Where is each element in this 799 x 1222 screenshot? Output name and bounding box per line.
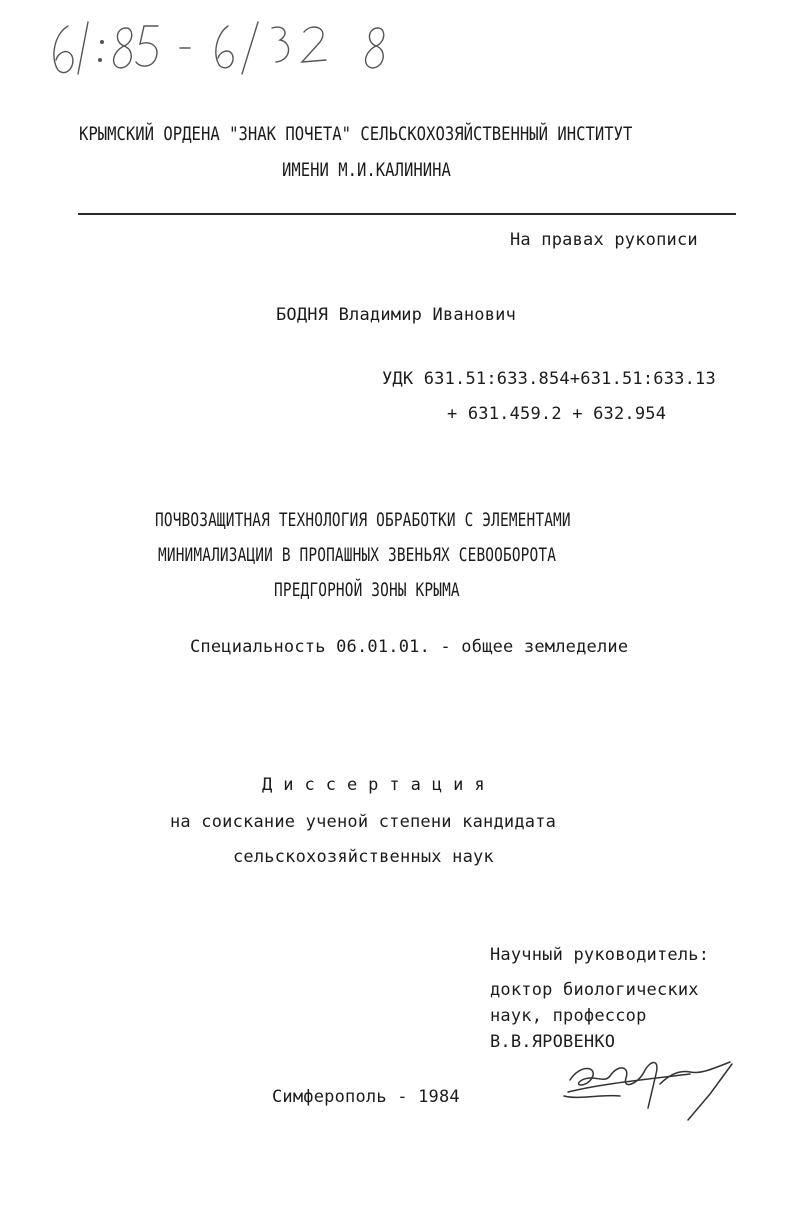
degree-line2: сельскохозяйственных наук [233, 847, 494, 867]
udc-line1: УДК 631.51:633.854+631.51:633.13 [382, 369, 716, 389]
dissertation-title-line2: МИНИМАЛИЗАЦИИ В ПРОПАШНЫХ ЗВЕНЬЯХ СЕВООБОРОТА [158, 544, 557, 566]
supervisor-label: Научный руководитель: [490, 945, 710, 965]
degree-heading: Диссертация [262, 775, 496, 795]
specialty: Специальность 06.01.01. - общее земледелие [190, 637, 629, 657]
rights-note: На правах рукописи [510, 230, 698, 250]
supervisor-name: В.В.ЯРОВЕНКО [490, 1032, 616, 1052]
supervisor-signature [560, 1050, 745, 1125]
dissertation-title-line3: ПРЕДГОРНОЙ ЗОНЫ КРЫМА [274, 579, 460, 601]
supervisor-title-line2: наук, профессор [490, 1006, 647, 1026]
degree-line1: на соискание ученой степени кандидата [170, 812, 557, 832]
header-divider [78, 213, 736, 215]
author-name: БОДНЯ Владимир Иванович [276, 305, 517, 325]
institute-name-line2: ИМЕНИ М.И.КАЛИНИНА [282, 159, 451, 181]
udc-line2: + 631.459.2 + 632.954 [447, 404, 667, 424]
archive-mark-handwriting [40, 8, 440, 88]
place-and-year: Симферополь - 1984 [272, 1087, 460, 1107]
institute-name-line1: КРЫМСКИЙ ОРДЕНА "ЗНАК ПОЧЕТА" СЕЛЬСКОХОЗЯЙСТВЕННЫЙ ИНСТИТУТ [79, 123, 633, 145]
dissertation-title-line1: ПОЧВОЗАЩИТНАЯ ТЕХНОЛОГИЯ ОБРАБОТКИ С ЭЛЕМЕНТАМИ [155, 509, 571, 531]
supervisor-title-line1: доктор биологических [490, 980, 699, 1000]
